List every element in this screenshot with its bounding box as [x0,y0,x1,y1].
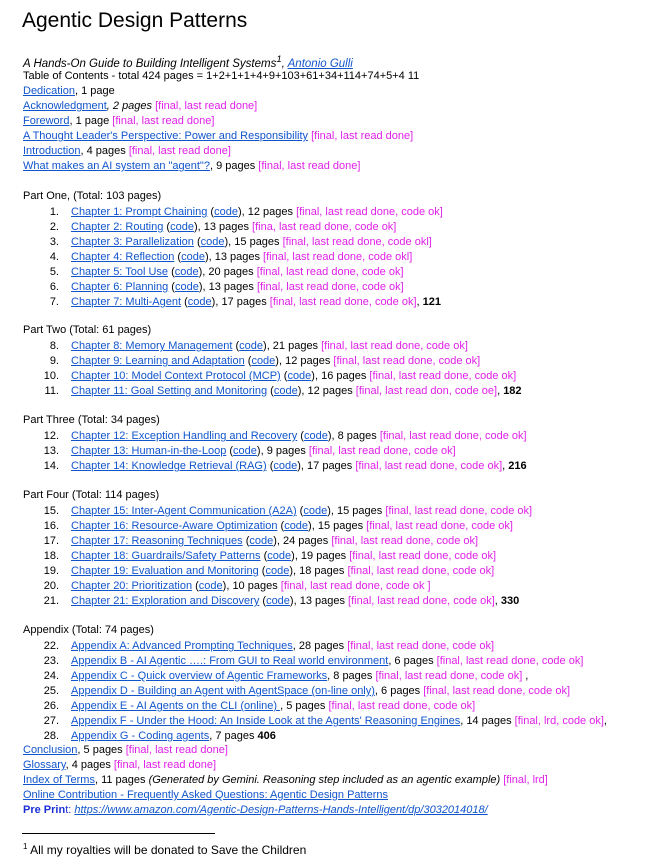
paren: ( [226,445,234,457]
preprint-line [23,803,488,817]
code-link[interactable]: code [200,236,225,248]
paren: ( [280,370,288,382]
chapter-row [23,205,443,219]
chapter-row [23,235,432,249]
code-link[interactable]: code [233,445,257,457]
paren: ( [207,206,215,218]
paren: ) [204,251,209,263]
page-title: Agentic Design Patterns [22,9,248,32]
status-note: [final, last read done] [311,130,414,142]
part-heading: Part One, (Total: 103 pages) [23,190,162,202]
chapter-row [23,429,527,443]
chapter-row [23,369,516,383]
running-total: 406 [257,730,276,742]
item-number: 27. [43,715,59,727]
paren: ) [273,535,277,547]
page-count: , 12 pages [301,385,356,397]
running-total: 330 [500,595,520,607]
item-number: 11. [44,385,59,397]
chapter-row [23,564,494,578]
chapter-link[interactable]: Chapter 14: Knowledge Retrieval (RAG) [71,460,267,472]
back-matter-item [23,788,388,802]
page-count: , 12 pages [241,206,297,218]
item-number: 6. [49,281,59,293]
front-matter-item [23,144,231,158]
status-note: [final, last read done, code ok] [385,505,533,517]
paren: ( [260,550,268,562]
item-number: 19. [43,565,59,577]
chapter-link[interactable]: Chapter 10: Model Context Protocol (MCP) [71,370,281,382]
note: (Generated by Gemini. Reasoning step included as an agentic example) [148,774,501,786]
status-note: [final, last read don, code oe] [355,385,498,397]
item-number: 4. [49,251,59,263]
preprint-url[interactable]: https://www.amazon.com/Agentic-Design-Patterns-Hands-Intelligent/dp/3032014018/ [74,804,488,816]
chapter-row [23,594,519,608]
item-number: 24. [43,670,59,682]
status-note: [final, last read done, code ok] [349,550,497,562]
front-matter-link[interactable]: Dedication [23,85,75,97]
appendix-row [23,669,528,683]
paren: ( [242,535,250,547]
front-matter-item [23,129,413,143]
paren: ( [174,251,182,263]
item-number: 16. [43,520,59,532]
page-count: , 1 page [69,115,113,127]
appendix-link[interactable]: Appendix D - Building an Agent with AgentSpace (on-line only) [71,685,375,697]
preprint-label: Pre Prin [23,804,66,816]
appendix-link[interactable]: Appendix F - Under the Hood: An Inside Look at the Agents' Reasoning Engines [71,715,461,727]
chapter-link[interactable]: Chapter 4: Reflection [71,251,175,263]
paren: ) [308,520,312,532]
code-link[interactable]: code [266,595,290,607]
page-count: , 7 pages [209,730,258,742]
chapter-row [23,579,431,593]
paren: ( [267,385,274,397]
paren: ( [296,505,304,517]
item-number: 1. [49,206,59,218]
code-link[interactable]: code [251,355,276,367]
paren: ( [277,520,285,532]
appendix-link[interactable]: Appendix G - Coding agents [71,730,210,742]
preprint-label-tail: t: [65,804,75,816]
paren: ) [311,370,315,382]
paren: ( [193,236,201,248]
back-matter-item [23,758,216,772]
subtitle: A Hands-On Guide to Building Intelligent Systems [23,57,277,70]
code-link[interactable]: code [249,535,274,547]
back-matter-link[interactable]: Online Contribution - Frequently Asked Questions: Agentic Design Patterns [23,789,389,801]
item-number: 8. [49,340,59,352]
item-number: 17. [43,535,59,547]
item-number: 9. [49,355,59,367]
item-number: 20. [43,580,59,592]
chapter-link[interactable]: Chapter 9: Learning and Adaptation [71,355,245,367]
item-number: 12. [43,430,59,442]
front-matter-link[interactable]: What makes an AI system an "agent"? [23,160,210,172]
chapter-link[interactable]: Chapter 3: Parallelization [71,236,194,248]
page-count: , 13 pages [208,251,264,263]
status-note: [final, last read done, code ok] [423,685,571,697]
status-note: [final, last read done, code ok] [347,640,494,652]
sep: , [494,595,501,607]
item-number: 26. [43,700,59,712]
paren: ( [192,580,199,592]
code-link[interactable]: code [181,251,205,263]
page-count: , 20 pages [202,266,257,278]
appendix-row [23,639,494,653]
trailing-punct: , [522,670,529,682]
appendix-row [23,699,475,713]
page-count: , 14 pages [460,715,515,727]
page-count: , 5 pages [280,700,329,712]
code-link[interactable]: code [239,340,264,352]
status-note: [final, last read done, code ok] [333,355,481,367]
appendix-row [23,654,583,668]
page-count: , 13 pages [197,221,253,233]
author-link[interactable]: Antonio Gulli [287,57,353,70]
chapter-link[interactable]: Chapter 11: Goal Setting and Monitoring [71,385,268,397]
chapter-row [23,220,396,234]
paren: ) [275,355,279,367]
status-note: [final, last read done, code ok ] [280,580,431,592]
front-matter-link[interactable]: A Thought Leader's Perspective: Power and Responsibility [23,130,309,142]
page-count: , 4 pages [80,145,129,157]
paren: ) [256,445,261,457]
footnote [23,842,306,857]
page-count: , 21 pages [266,340,322,352]
front-matter-link[interactable]: Acknowledgment [23,100,107,112]
code-link[interactable]: code [214,206,238,218]
status-note: [final, last read done, code okl] [282,236,432,248]
chapter-row [23,534,478,548]
paren: ) [193,221,198,233]
page-count: , 8 pages [331,430,380,442]
paren: ( [168,281,175,293]
subtitle-separator: , [281,57,288,70]
paren: ) [198,281,203,293]
chapter-link[interactable]: Chapter 17: Reasoning Techniques [71,535,243,547]
back-matter-item [23,743,228,757]
page-count: , 1 page [74,85,115,97]
page-count: , 11 pages [94,774,149,786]
status-note: [final, last read done] [113,759,217,771]
paren: ) [224,236,229,248]
back-matter-item [23,773,548,787]
code-link[interactable]: code [198,580,223,592]
status-note: [final, last read done] [112,115,215,127]
code-link[interactable]: code [303,430,328,442]
paren: ) [263,340,267,352]
status-note: [final, last read done, code ok] [348,595,495,607]
paren: ( [259,595,267,607]
front-matter-item [23,114,214,128]
status-note: [final, last read done] [155,100,258,112]
status-note: [final, last read done, code ok] [366,520,513,532]
status-note: [final, last read done] [125,744,228,756]
status-note: [final, last read done, code ok] [256,281,404,293]
page-count: , 17 pages [215,296,270,308]
paren: ) [211,296,216,308]
chapter-row [23,519,513,533]
code-link[interactable]: code [187,296,212,308]
chapter-link[interactable]: Chapter 6: Planning [71,281,169,293]
front-matter-item [23,99,257,113]
paren: ( [244,355,252,367]
item-number: 2. [49,221,59,233]
chapter-row [23,295,441,309]
paren: ) [291,550,295,562]
chapter-row [23,459,527,473]
paren: ) [297,460,301,472]
page-count: , 9 pages [209,160,259,172]
paren: ) [327,430,332,442]
paren: ) [198,266,203,278]
part-heading: Part Two (Total: 61 pages) [23,324,152,336]
toc-summary: Table of Contents - total 424 pages = 1+2+1+1+4+9+103+61+34+114+74+5+4 11 [23,70,420,82]
chapter-row [23,444,456,458]
front-matter-link[interactable]: Introduction [23,145,81,157]
page-count: , 9 pages [260,445,309,457]
item-number: 22. [43,640,59,652]
paren: ) [289,595,294,607]
chapter-row [23,384,522,398]
paren: ) [327,505,331,517]
chapter-link[interactable]: Chapter 13: Human-in-the-Loop [71,445,227,457]
page-count: , 10 pages [226,580,281,592]
chapter-link[interactable]: Chapter 21: Exploration and Discovery [71,595,260,607]
appendix-link[interactable]: Appendix A: Advanced Prompting Techniques [71,640,293,652]
running-total: 121 [422,296,442,308]
chapter-row [23,250,412,264]
item-number: 21. [43,595,59,607]
code-link[interactable]: code [287,370,312,382]
page-count: , 15 pages [330,505,386,517]
status-note: [final, last read done, code ok] [321,340,468,352]
page-count: , 8 pages [327,670,376,682]
chapter-row [23,354,480,368]
page-count: , 13 pages [293,595,349,607]
appendix-link[interactable]: Appendix B - AI Agentic ….: From GUI to Real world environment [71,655,389,667]
page-count: , 15 pages [311,520,367,532]
code-link[interactable]: code [170,221,194,233]
page-count: , 13 pages [202,281,257,293]
paren: ( [297,430,304,442]
page-count: , 19 pages [294,550,350,562]
item-number: 5. [49,266,59,278]
status-note: [final, last read done, code ok] [379,430,527,442]
chapter-row [23,265,404,279]
item-number: 28. [43,730,59,742]
chapter-link[interactable]: Chapter 8: Memory Management [71,340,233,352]
paren: ( [232,340,240,352]
chapter-link[interactable]: Chapter 19: Evaluation and Monitoring [71,565,259,577]
footnote-ref[interactable]: 1 [276,54,282,65]
status-note: [final, last read done] [258,160,361,172]
appendix-heading: Appendix (Total: 74 pages) [23,624,154,636]
paren: ) [297,385,302,397]
appendix-link[interactable]: Appendix E - AI Agents on the CLI (online) [71,700,281,712]
page-count: , 15 pages [228,236,283,248]
item-number: 18. [43,550,59,562]
item-number: 3. [49,236,59,248]
code-link[interactable]: code [273,385,298,397]
paren: ) [222,580,227,592]
paren: ( [181,296,188,308]
item-number: 15. [43,505,59,517]
status-note: [final, last read done, code ok] [296,206,443,218]
appendix-row [23,729,276,743]
status-note: [final, last read done, code ok] [436,655,584,667]
page-count: , 17 pages [300,460,356,472]
front-matter-item [23,84,115,98]
status-note: [final, last read done, code okl] [263,251,413,263]
status-note: [final, last read done, code ok] [328,700,476,712]
status-note: [final, last read done, code ok] [355,460,503,472]
chapter-link[interactable]: Chapter 2: Routing [71,221,164,233]
status-note: [final, last read done] [128,145,231,157]
appendix-link[interactable]: Appendix C - Quick overview of Agentic Frameworks [71,670,328,682]
chapter-link[interactable]: Chapter 1: Prompt Chaining [71,206,208,218]
footnote-divider [22,833,215,834]
page-count: , 6 pages [388,655,437,667]
appendix-row [23,684,570,698]
page-count: , 18 pages [293,565,348,577]
chapter-row [23,280,404,294]
code-link[interactable]: code [174,266,199,278]
page-count: , 16 pages [314,370,370,382]
chapter-link[interactable]: Chapter 16: Resource-Aware Optimization [71,520,278,532]
paren: ( [266,460,274,472]
status-note: [final, last read done, code ok] [347,565,495,577]
item-number: 7. [49,296,59,308]
sep: , [416,296,423,308]
front-matter-link[interactable]: Foreword [23,115,70,127]
item-number: 14. [43,460,59,472]
running-total: 182 [503,385,522,397]
paren: ( [258,565,266,577]
page-count: , 6 pages [374,685,424,697]
paren: ) [237,206,242,218]
page-count: , 12 pages [278,355,334,367]
page-count: , 24 pages [276,535,332,547]
paren: ) [289,565,293,577]
status-note: [final, last read done, code ok] [369,370,517,382]
page-count: , 2 pages [106,100,153,112]
status-note: [final, last read done, code ok] [331,535,479,547]
item-number: 13. [43,445,59,457]
status-note: [final, last read done, code ok] [256,266,404,278]
code-link[interactable]: code [303,505,328,517]
item-number: 25. [43,685,59,697]
footnote-mark: 1 [23,842,28,851]
chapter-link[interactable]: Chapter 7: Multi-Agent [71,296,182,308]
item-number: 10. [43,370,59,382]
status-note: [fina, last read done, code ok] [252,221,397,233]
paren: ( [163,221,171,233]
chapter-link[interactable]: Chapter 20: Prioritization [71,580,193,592]
footnote-text: All my royalties will be donated to Save the Children [27,843,307,857]
item-number: 23. [43,655,59,667]
back-matter-link[interactable]: Conclusion [23,744,78,756]
appendix-row [23,714,607,728]
front-matter-item [23,159,360,173]
status-note: [final, last read done, code ok] [269,296,417,308]
code-link[interactable]: code [284,520,309,532]
chapter-link[interactable]: Chapter 5: Tool Use [71,266,169,278]
chapter-link[interactable]: Chapter 18: Guardrails/Safety Patterns [71,550,261,562]
chapter-row [23,504,532,518]
status-note: [final, last read done, code ok] [375,670,523,682]
sep: , [502,460,509,472]
trailing-punct: , [603,715,607,727]
chapter-link[interactable]: Chapter 12: Exception Handling and Recovery [71,430,298,442]
back-matter-link[interactable]: Glossary [23,759,66,771]
page-count: , 5 pages [77,744,126,756]
part-heading: Part Four (Total: 114 pages) [23,489,160,501]
page-count: , 4 pages [65,759,114,771]
chapter-row [23,339,468,353]
code-link[interactable]: code [174,281,199,293]
sep: , [497,385,504,397]
running-total: 216 [508,460,527,472]
code-link[interactable]: code [267,550,292,562]
chapter-link[interactable]: Chapter 15: Inter-Agent Communication (A2A) [71,505,297,517]
page-count: , 28 pages [292,640,348,652]
back-matter-link[interactable]: Index of Terms [23,774,95,786]
status-note: [final, last read done, code ok] [308,445,456,457]
part-heading: Part Three (Total: 34 pages) [23,414,160,426]
code-link[interactable]: code [273,460,298,472]
status-note: [final, lrd, code ok] [514,715,604,727]
chapter-row [23,549,496,563]
paren: ( [168,266,175,278]
code-link[interactable]: code [265,565,290,577]
status-note: [final, lrd] [500,774,548,786]
